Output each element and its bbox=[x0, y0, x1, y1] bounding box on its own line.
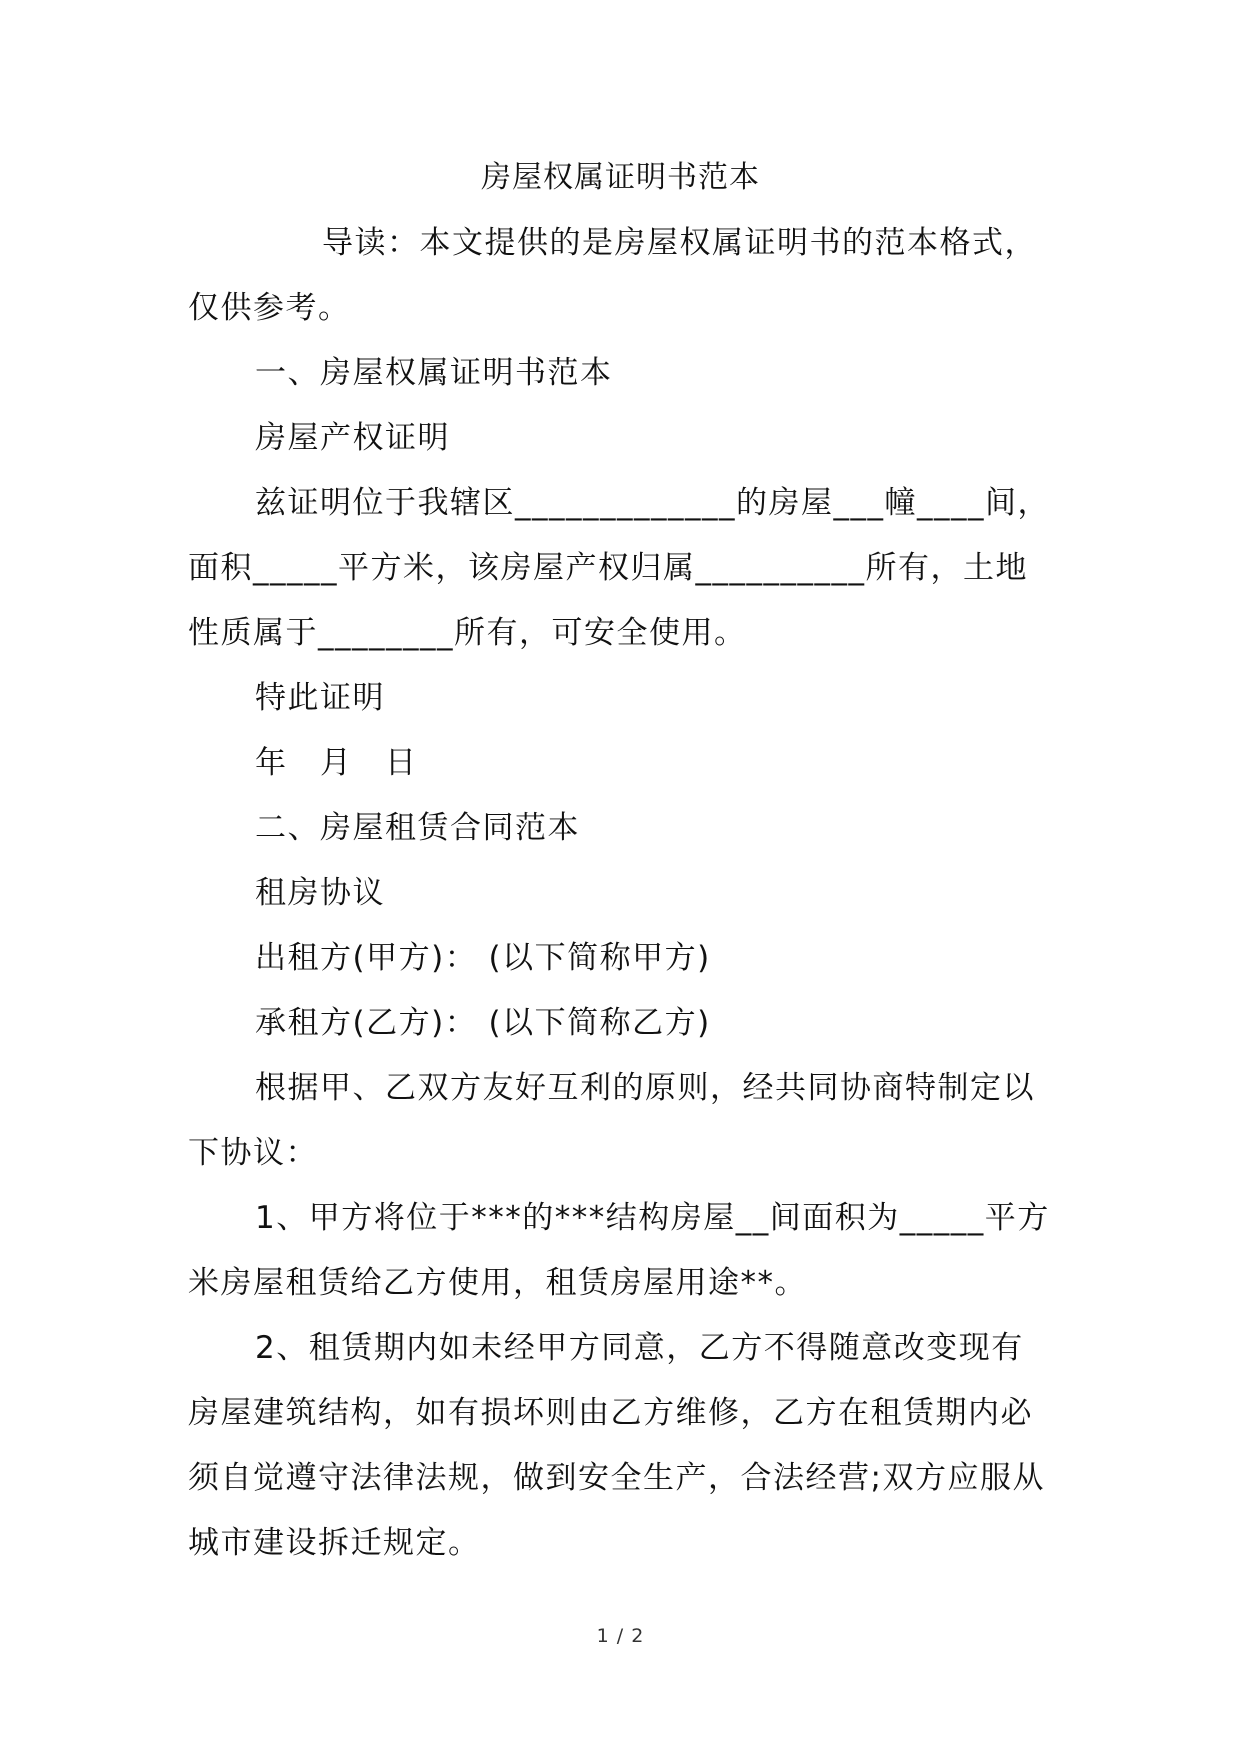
subheading-property-certificate: 房屋产权证明 bbox=[255, 420, 450, 456]
clause-1-line: 1、甲方将位于***的***结构房屋__间面积为_____平方 bbox=[255, 1200, 1050, 1236]
section-heading-1: 一、房屋权属证明书范本 bbox=[255, 355, 613, 391]
intro-line-1: 导读：本文提供的是房屋权属证明书的范本格式， bbox=[322, 225, 1037, 261]
page-number: 1 / 2 bbox=[596, 1625, 645, 1647]
lessor-line: 出租方(甲方)： (以下简称甲方) bbox=[255, 940, 711, 976]
subheading-lease-agreement: 租房协议 bbox=[255, 875, 385, 911]
clause-1-line: 米房屋租赁给乙方使用，租赁房屋用途**。 bbox=[188, 1265, 807, 1301]
document-title: 房屋权属证明书范本 bbox=[481, 160, 760, 195]
paragraph-line: 兹证明位于我辖区_____________的房屋___幢____间， bbox=[255, 485, 1050, 521]
paragraph-line: 下协议： bbox=[188, 1135, 318, 1171]
section-heading-2: 二、房屋租赁合同范本 bbox=[255, 810, 580, 846]
lessee-line: 承租方(乙方)： (以下简称乙方) bbox=[255, 1005, 711, 1041]
paragraph-line: 性质属于________所有，可安全使用。 bbox=[188, 615, 747, 651]
paragraph-line: 根据甲、乙双方友好互利的原则，经共同协商特制定以 bbox=[255, 1070, 1035, 1106]
certification-text: 特此证明 bbox=[255, 680, 385, 716]
paragraph-line: 面积_____平方米，该房屋产权归属__________所有，土地 bbox=[188, 550, 1028, 586]
date-line: 年 月 日 bbox=[255, 745, 418, 781]
intro-line-2: 仅供参考。 bbox=[188, 290, 351, 326]
clause-2-line: 2、租赁期内如未经甲方同意，乙方不得随意改变现有 bbox=[255, 1330, 1024, 1366]
clause-2-line: 城市建设拆迁规定。 bbox=[188, 1525, 481, 1561]
clause-2-line: 须自觉遵守法律法规，做到安全生产，合法经营;双方应服从 bbox=[188, 1460, 1045, 1496]
clause-2-line: 房屋建筑结构，如有损坏则由乙方维修，乙方在租赁期内必 bbox=[188, 1395, 1033, 1431]
